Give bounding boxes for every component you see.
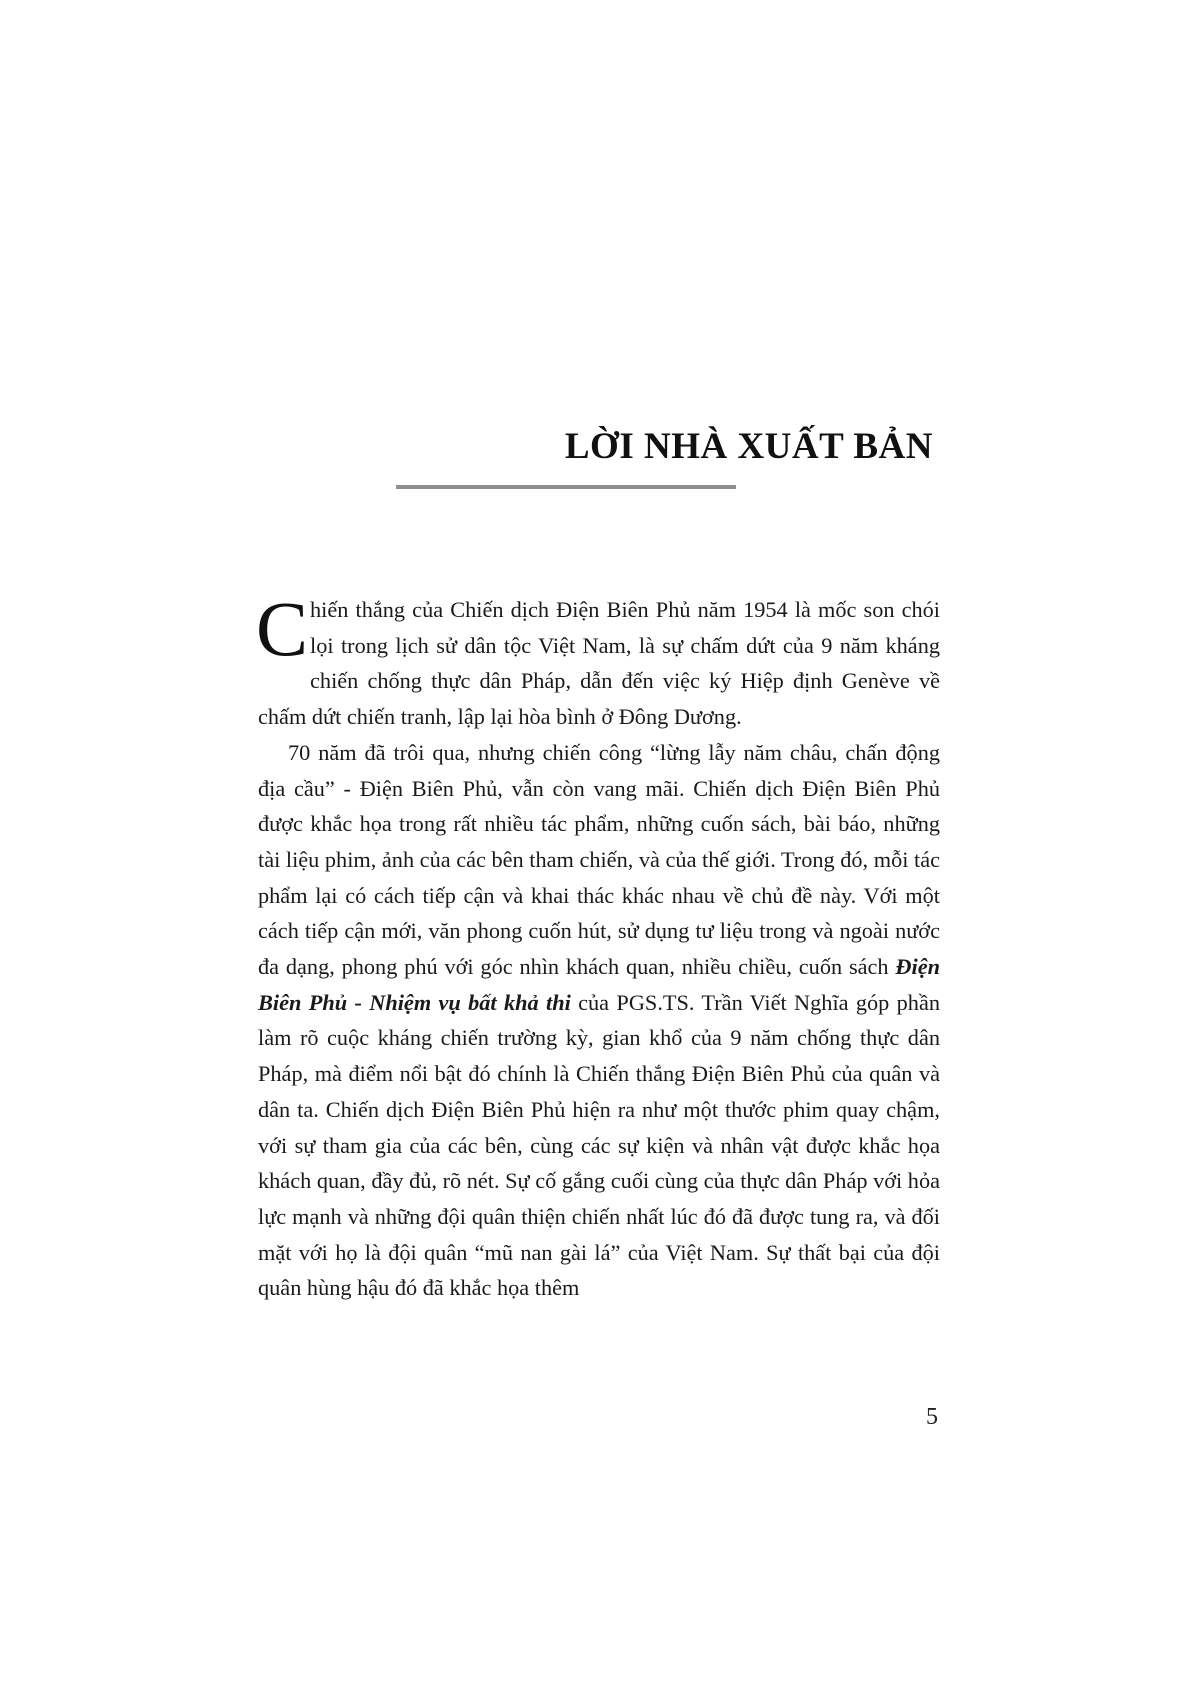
page-number: 5 — [926, 1404, 938, 1430]
paragraph-1 — [256, 585, 940, 735]
body-text — [256, 585, 940, 1306]
title-underline — [396, 485, 736, 489]
paragraph-2 — [258, 735, 940, 1306]
paragraph-1-text: hiến thắng của Chiến dịch Điện Biên Phủ năm 1954 là mốc son chói lọi trong lịch sử dân tộc Việt Nam, là sự chấm dứt của 9 năm kháng chiến chống thực dân Pháp, dẫn đến việc ký Hiệp định Genève về chấm dứt chiến tranh, lập lại hòa bình ở Đông Dương. — [258, 597, 940, 730]
paragraph-2-text-before: 70 năm đã trôi qua, nhưng chiến công “lừng lẫy năm châu, chấn động địa cầu” - Điện Biên Phủ, vẫn còn vang mãi. Chiến dịch Điện Biên Phủ được khắc họa trong rất nhiều tác phẩm, những cuốn sách, bài báo, những tài liệu phim, ảnh của các bên tham chiến, và của thế giới. Trong đó, mỗi tác phẩm lại có cách tiếp cận và khai thác khác nhau về chủ đề này. Với một cách tiếp cận mới, văn phong cuốn hút, sử dụng tư liệu trong và ngoài nước đa dạng, phong phú với góc nhìn khách quan, nhiều chiều, cuốn sách — [258, 739, 940, 980]
page-title: LỜI NHÀ XUẤT BẢN — [564, 426, 933, 467]
drop-cap: C — [256, 585, 309, 672]
paragraph-2-text-after: của PGS.TS. Trần Viết Nghĩa góp phần làm rõ cuộc kháng chiến trường kỳ, gian khổ của 9 năm chống thực dân Pháp, mà điểm nổi bật đó chính là Chiến thắng Điện Biên Phủ của quân và dân ta. Chiến dịch Điện Biên Phủ hiện ra như một thước phim quay chậm, với sự tham gia của các bên, cùng các sự kiện và nhân vật được khắc họa khách quan, đầy đủ, rõ nét. Sự cố gắng cuối cùng của thực dân Pháp với hỏa lực mạnh và những đội quân thiện chiến nhất lúc đó đã được tung ra, và đối mặt với họ là đội quân “mũ nan gài lá” của Việt Nam. Sự thất bại của đội quân hùng hậu đó đã khắc họa thêm — [258, 989, 940, 1301]
book-title: Điện Biên Phủ - Nhiệm vụ bất khả thi — [258, 954, 940, 1015]
